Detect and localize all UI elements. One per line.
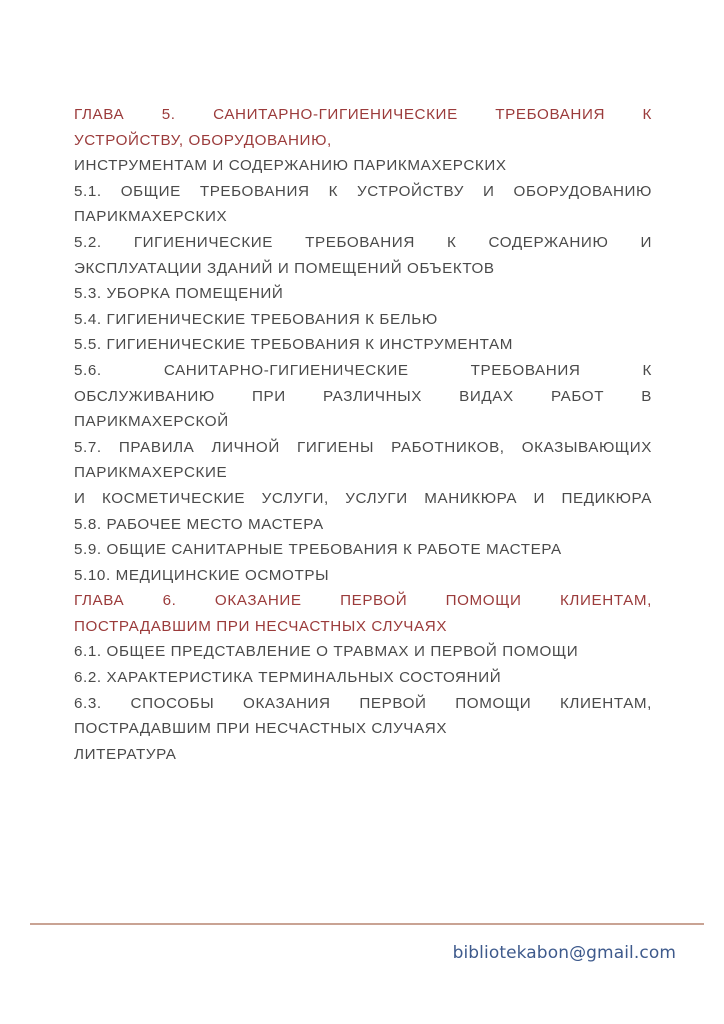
toc-section-line: ЭКСПЛУАТАЦИИ ЗДАНИЙ И ПОМЕЩЕНИЙ ОБЪЕКТОВ [74,259,495,277]
footer-email: bibliotekabon@gmail.com [452,943,676,963]
toc-section-line: ИНСТРУМЕНТАМ И СОДЕРЖАНИЮ ПАРИКМАХЕРСКИХ [74,157,507,175]
toc-section-line: 5.9. ОБЩИЕ САНИТАРНЫЕ ТРЕБОВАНИЯ К РАБОТЕ МАСТЕРА [74,541,562,559]
toc-chapter-line: ГЛАВА 6. ОКАЗАНИЕ ПЕРВОЙ ПОМОЩИ КЛИЕНТАМ, [74,592,652,610]
table-of-contents [74,102,652,767]
toc-section-line: ПАРИКМАХЕРСКОЙ [74,413,229,431]
footer-divider [30,923,704,925]
toc-section-line: 5.2. ГИГИЕНИЧЕСКИЕ ТРЕБОВАНИЯ К СОДЕРЖАНИЮ И [74,233,652,251]
toc-section-line: 5.7. ПРАВИЛА ЛИЧНОЙ ГИГИЕНЫ РАБОТНИКОВ, ОКАЗЫВАЮЩИХ [74,438,652,456]
toc-section-line: 5.8. РАБОЧЕЕ МЕСТО МАСТЕРА [74,515,324,533]
toc-section-line: 5.1. ОБЩИЕ ТРЕБОВАНИЯ К УСТРОЙСТВУ И ОБОРУДОВАНИЮ [74,182,652,200]
toc-section-line: 5.10. МЕДИЦИНСКИЕ ОСМОТРЫ [74,566,330,584]
toc-section-line: ПОСТРАДАВШИМ ПРИ НЕСЧАСТНЫХ СЛУЧАЯХ [74,720,448,738]
toc-section-line: И КОСМЕТИЧЕСКИЕ УСЛУГИ, УСЛУГИ МАНИКЮРА И ПЕДИКЮРА [74,489,652,507]
toc-section-line: ПАРИКМАХЕРСКИХ [74,208,228,226]
toc-section-line: 5.3. УБОРКА ПОМЕЩЕНИЙ [74,285,284,303]
toc-section-line: ОБСЛУЖИВАНИЮ ПРИ РАЗЛИЧНЫХ ВИДАХ РАБОТ В [74,387,652,405]
toc-chapter-line: ПОСТРАДАВШИМ ПРИ НЕСЧАСТНЫХ СЛУЧАЯХ [74,617,448,635]
toc-section-line: 6.2. ХАРАКТЕРИСТИКА ТЕРМИНАЛЬНЫХ СОСТОЯНИЙ [74,669,502,687]
toc-chapter-line: УСТРОЙСТВУ, ОБОРУДОВАНИЮ, [74,131,332,149]
toc-section-line: 5.4. ГИГИЕНИЧЕСКИЕ ТРЕБОВАНИЯ К БЕЛЬЮ [74,310,438,328]
toc-chapter-line: ГЛАВА 5. САНИТАРНО-ГИГИЕНИЧЕСКИЕ ТРЕБОВАНИЯ К [74,106,652,123]
toc-section-line: 6.1. ОБЩЕЕ ПРЕДСТАВЛЕНИЕ О ТРАВМАХ И ПЕРВОЙ ПОМОЩИ [74,643,579,661]
toc-section-line: 5.5. ГИГИЕНИЧЕСКИЕ ТРЕБОВАНИЯ К ИНСТРУМЕНТАМ [74,336,513,354]
toc-section-line: ПАРИКМАХЕРСКИЕ [74,464,228,482]
toc-section-line: ЛИТЕРАТУРА [74,745,177,763]
toc-section-line: 6.3. СПОСОБЫ ОКАЗАНИЯ ПЕРВОЙ ПОМОЩИ КЛИЕНТАМ, [74,694,652,712]
toc-section-line: 5.6. САНИТАРНО-ГИГИЕНИЧЕСКИЕ ТРЕБОВАНИЯ К [74,361,652,379]
